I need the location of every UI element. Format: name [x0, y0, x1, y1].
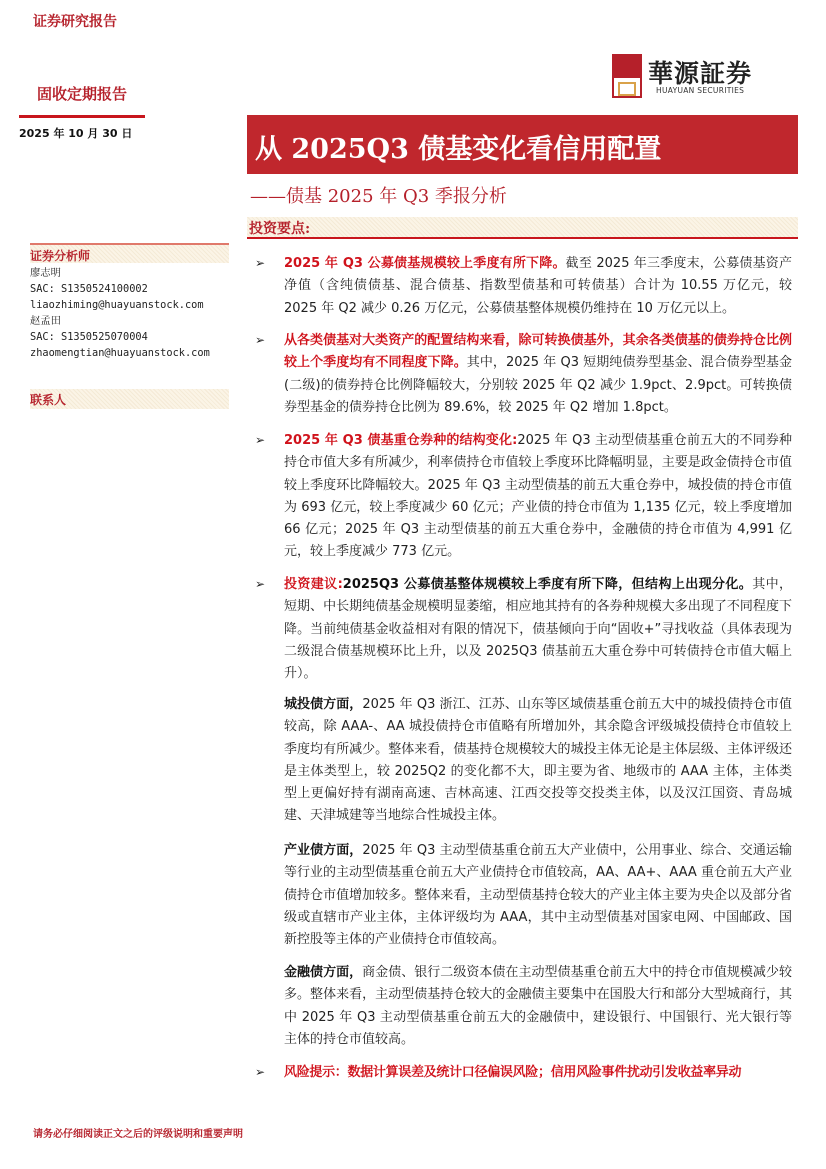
paragraph-text: 2025 年 Q3 主动型债基重仓前五大的不同券种持仓市值大多有所减少，利率债持仓市值较上季度环比降幅明显，主要是政金债持仓市值较上季度环比降幅较大。2025 年 Q3 主动型债基的前五大重仓券中，城投债的持仓市值为 693 亿元，较上季度减少 60 亿元；产业债的持仓市值为 1,135 亿元，较上季度增加 66 亿元；2025 年 Q3 主动型债基的前五大重仓券中，金融债的持仓市值为 4,991 亿元，较上季度减少 773 亿元。	[284, 433, 792, 560]
report-category: 证券研究报告	[33, 14, 117, 30]
logo-mark-icon	[612, 54, 642, 98]
paragraph-lead: 风险提示：数据计算误差及统计口径偏误风险；信用风险事件扰动引发收益率异动	[284, 1065, 742, 1080]
analyst-name: 廖志明	[30, 267, 61, 279]
bullet-icon: ➢	[255, 433, 266, 447]
paragraph	[284, 694, 792, 828]
paragraph-lead: 产业债方面，	[284, 843, 363, 858]
bullet-icon: ➢	[255, 1065, 266, 1079]
analyst-info	[30, 265, 210, 361]
paragraph-lead-red: 投资建议:	[284, 577, 343, 592]
logo-name-cn: 華源証券	[648, 59, 753, 88]
paragraph-lead: 金融债方面，	[284, 965, 363, 980]
paragraph-text: 2025 年 Q3 浙江、江苏、山东等区域债基重仓前五大中的城投债持仓市值较高，除 AAA-、AA 城投债持仓市值略有所增加外，其余隐含评级城投债持仓市值较上季度均有所减少。整体来看，债基持仓规模较大的城投主体无论是主体层级、主体评级还是主体类型上，较 2025Q2 的变化都不大，即主要为省、地级市的 AAA 主体，主体类型上更偏好持有湖南高速、吉林高速、江西交投等交投类主体，以及汉江国资、青岛城建、天津城建等当地综合性城投主体。	[284, 697, 792, 824]
analysts-heading: 证券分析师	[30, 243, 229, 263]
paragraph	[284, 962, 792, 1051]
analyst-sac: SAC: S1350525070004	[30, 331, 148, 343]
company-logo	[612, 52, 792, 100]
bullet-icon: ➢	[255, 333, 266, 347]
logo-name-en: HUAYUAN SECURITIES	[656, 86, 745, 95]
paragraph	[284, 330, 792, 419]
bullet-icon: ➢	[255, 577, 266, 591]
risk-warning	[284, 1062, 792, 1084]
paragraph-lead: 2025 年 Q3 公募债基规模较上季度有所下降。	[284, 256, 566, 271]
paragraph	[284, 574, 792, 685]
key-points-heading: 投资要点:	[247, 217, 798, 239]
paragraph-lead: 2025Q3 公募债基整体规模较上季度有所下降，但结构上出现分化。	[342, 577, 753, 592]
report-type: 固收定期报告	[37, 85, 128, 103]
paragraph-text: 截至 2025 年三季度末，公募债基资产净值（含纯债债基、混合债基、指数型债基和可转债基）合计为 10.55 万亿元，较 2025 年 Q2 减少 0.26 万亿元，公募债基整体规模仍维持在 10 万亿元以上。	[284, 256, 792, 316]
report-date: 2025 年 10 月 30 日	[19, 127, 133, 140]
paragraph	[284, 430, 792, 564]
paragraph-lead: 2025 年 Q3 债基重仓券种的结构变化:	[284, 433, 518, 448]
paragraph-lead: 从各类债基对大类资产的配置结构来看，除可转换债基外，其余各类债基的债券持仓比例较上个季度均有不同程度下降。	[284, 333, 792, 371]
paragraph	[284, 840, 792, 951]
analyst-email[interactable]: zhaomengtian@huayuanstock.com	[30, 347, 210, 359]
paragraph	[284, 253, 792, 320]
paragraph-text: 商金债、银行二级资本债在主动型债基重仓前五大中的持仓市值规模减少较多。整体来看，主动型债基持仓较大的金融债主要集中在国股大行和部分大型城商行，其中 2025 年 Q3 主动型债基重仓前五大的金融债中，建设银行、中国银行、光大银行等主体的持仓市值较高。	[284, 965, 792, 1047]
analyst-email[interactable]: liaozhiming@huayuanstock.com	[30, 299, 204, 311]
analyst-sac: SAC: S1350524100002	[30, 283, 148, 295]
divider	[19, 115, 145, 118]
analyst-name: 赵孟田	[30, 315, 61, 327]
page-subtitle: ——债基 2025 年 Q3 季报分析	[250, 186, 507, 207]
paragraph-text: 其中，短期、中长期纯债基金规模明显萎缩，相应地其持有的各券种规模大多出现了不同程度下降。当前纯债基金收益相对有限的情况下，债基倾向于向“固收+”寻找收益（具体表现为二级混合债基规模环比上升，以及 2025Q3 债基前五大重仓券中可转债持仓市值大幅上升）。	[284, 577, 792, 682]
bullet-icon: ➢	[255, 256, 266, 270]
paragraph-lead: 城投债方面，	[284, 697, 363, 712]
paragraph-text: 其中，2025 年 Q3 短期纯债券型基金、混合债券型基金(二级)的债券持仓比例降幅较大，分别较 2025 年 Q2 减少 1.9pct、2.9pct。可转换债券型基金的债券持仓比例为 89.6%，较 2025 年 Q2 增加 1.8pct。	[284, 355, 792, 415]
footer-disclaimer: 请务必仔细阅读正文之后的评级说明和重要声明	[33, 1129, 243, 1140]
paragraph-text: 2025 年 Q3 主动型债基重仓前五大产业债中，公用事业、综合、交通运输等行业的主动型债基重仓前五大产业债持仓市值较高，AA、AA+、AAA 重仓前五大产业债持仓市值增加较多。整体来看，主动型债基持仓较大的产业主体主要为央企以及部分省级或直辖市产业主体，主体评级均为 AAA，其中主动型债基对国家电网、中国邮政、国新控股等主体的产业债持仓市值较高。	[284, 843, 792, 948]
page-title: 从 2025Q3 债基变化看信用配置	[247, 115, 798, 174]
contacts-heading: 联系人	[30, 389, 229, 409]
